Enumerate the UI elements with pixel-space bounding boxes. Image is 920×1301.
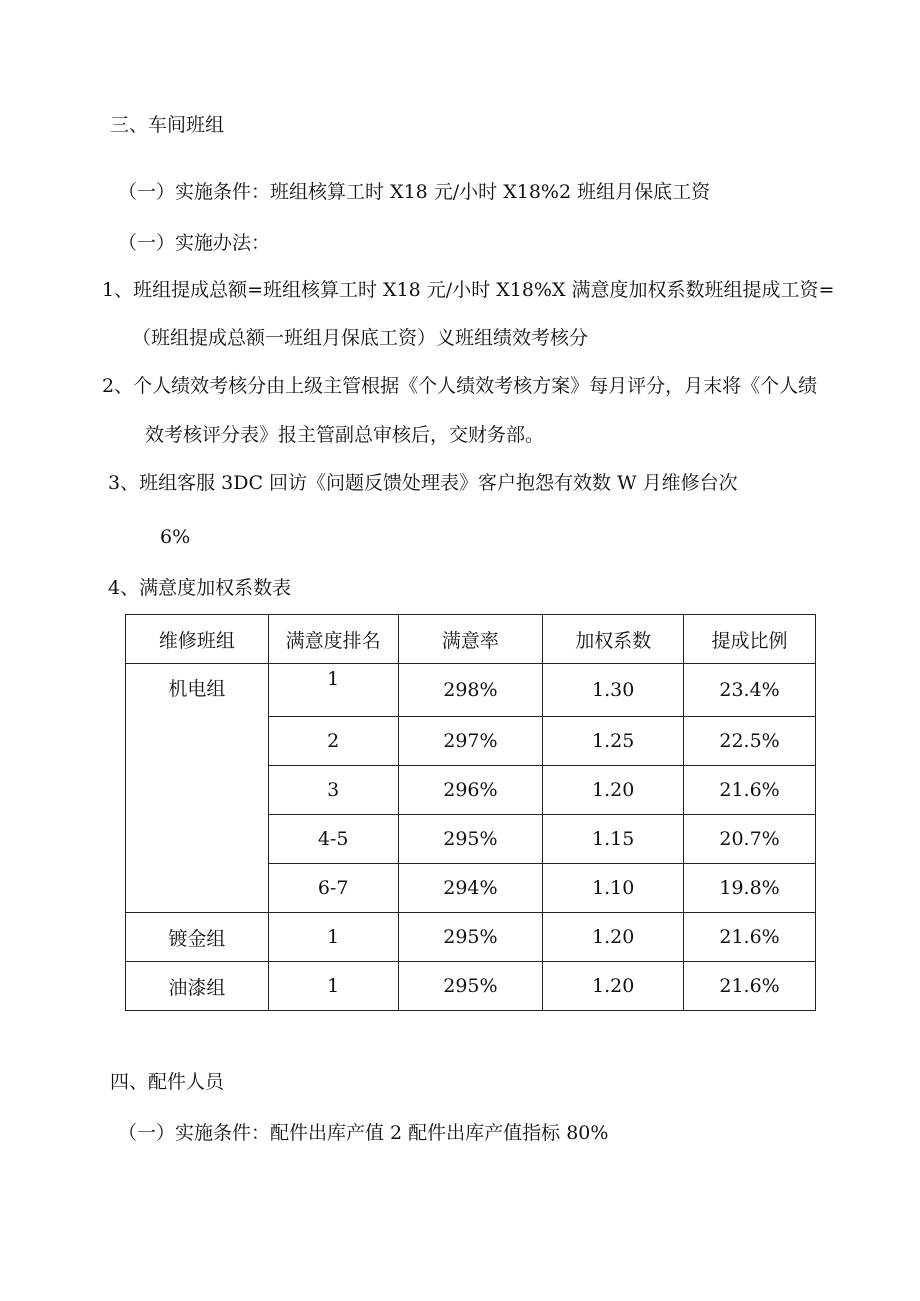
rate-cell: 297% (398, 717, 543, 766)
item4-title: 4、满意度加权系数表 (108, 577, 292, 599)
rate-cell: 298% (398, 664, 543, 717)
item3-line2: 6% (160, 526, 191, 548)
ratio-cell: 21.6% (684, 913, 816, 962)
coef-cell: 1.20 (543, 913, 684, 962)
item2-line2: 效考核评分表》报主管副总审核后，交财务部。 (145, 424, 545, 446)
ratio-cell: 21.6% (684, 766, 816, 815)
weight-coefficient-table (125, 614, 816, 1011)
ratio-cell: 21.6% (684, 962, 816, 1011)
header-group: 维修班组 (126, 615, 269, 664)
rate-cell: 295% (398, 962, 543, 1011)
table-row (126, 962, 816, 1011)
group-name: 镀金组 (126, 913, 269, 962)
coef-cell: 1.10 (543, 864, 684, 913)
group-name: 油漆组 (126, 962, 269, 1011)
item2-line1: 2、个人绩效考核分由上级主管根据《个人绩效考核方案》每月评分，月末将《个人绩 (102, 375, 818, 397)
rank-cell: 6-7 (268, 864, 398, 913)
rank-cell: 2 (268, 717, 398, 766)
table-header-row (126, 615, 816, 664)
ratio-cell: 19.8% (684, 864, 816, 913)
rank-cell: 1 (268, 962, 398, 1011)
group-name: 机电组 (126, 664, 269, 913)
rank-cell: 1 (268, 664, 398, 717)
header-ratio: 提成比例 (684, 615, 816, 664)
rank-cell: 4-5 (268, 815, 398, 864)
rank-cell: 1 (268, 913, 398, 962)
item1-line1: 1、班组提成总额=班组核算工时 X18 元/小时 X18%X 满意度加权系数班组提成工资= (102, 279, 835, 301)
table-row (126, 664, 816, 717)
table-row (126, 913, 816, 962)
coef-cell: 1.25 (543, 717, 684, 766)
header-rank: 满意度排名 (268, 615, 398, 664)
coef-cell: 1.20 (543, 962, 684, 1011)
section3-condition: （一）实施条件：班组核算工时 X18 元/小时 X18%2 班组月保底工资 (118, 181, 711, 203)
rate-cell: 295% (398, 913, 543, 962)
header-rate: 满意率 (398, 615, 543, 664)
section3-method-title: （一）实施办法： (118, 232, 271, 254)
item3-line1: 3、班组客服 3DC 回访《问题反馈处理表》客户抱怨有效数 W 月维修台次 (108, 472, 738, 494)
rank-cell: 3 (268, 766, 398, 815)
rate-cell: 296% (398, 766, 543, 815)
coef-cell: 1.20 (543, 766, 684, 815)
coef-cell: 1.30 (543, 664, 684, 717)
section4-condition: （一）实施条件：配件出库产值 2 配件出库产值指标 80% (118, 1122, 609, 1144)
item1-line2: （班组提成总额一班组月保底工资）义班组绩效考核分 (132, 327, 589, 349)
rate-cell: 294% (398, 864, 543, 913)
header-coef: 加权系数 (543, 615, 684, 664)
coef-cell: 1.15 (543, 815, 684, 864)
rate-cell: 295% (398, 815, 543, 864)
ratio-cell: 20.7% (684, 815, 816, 864)
ratio-cell: 22.5% (684, 717, 816, 766)
ratio-cell: 23.4% (684, 664, 816, 717)
section3-title: 三、车间班组 (110, 114, 225, 136)
section4-title: 四、配件人员 (110, 1071, 225, 1093)
